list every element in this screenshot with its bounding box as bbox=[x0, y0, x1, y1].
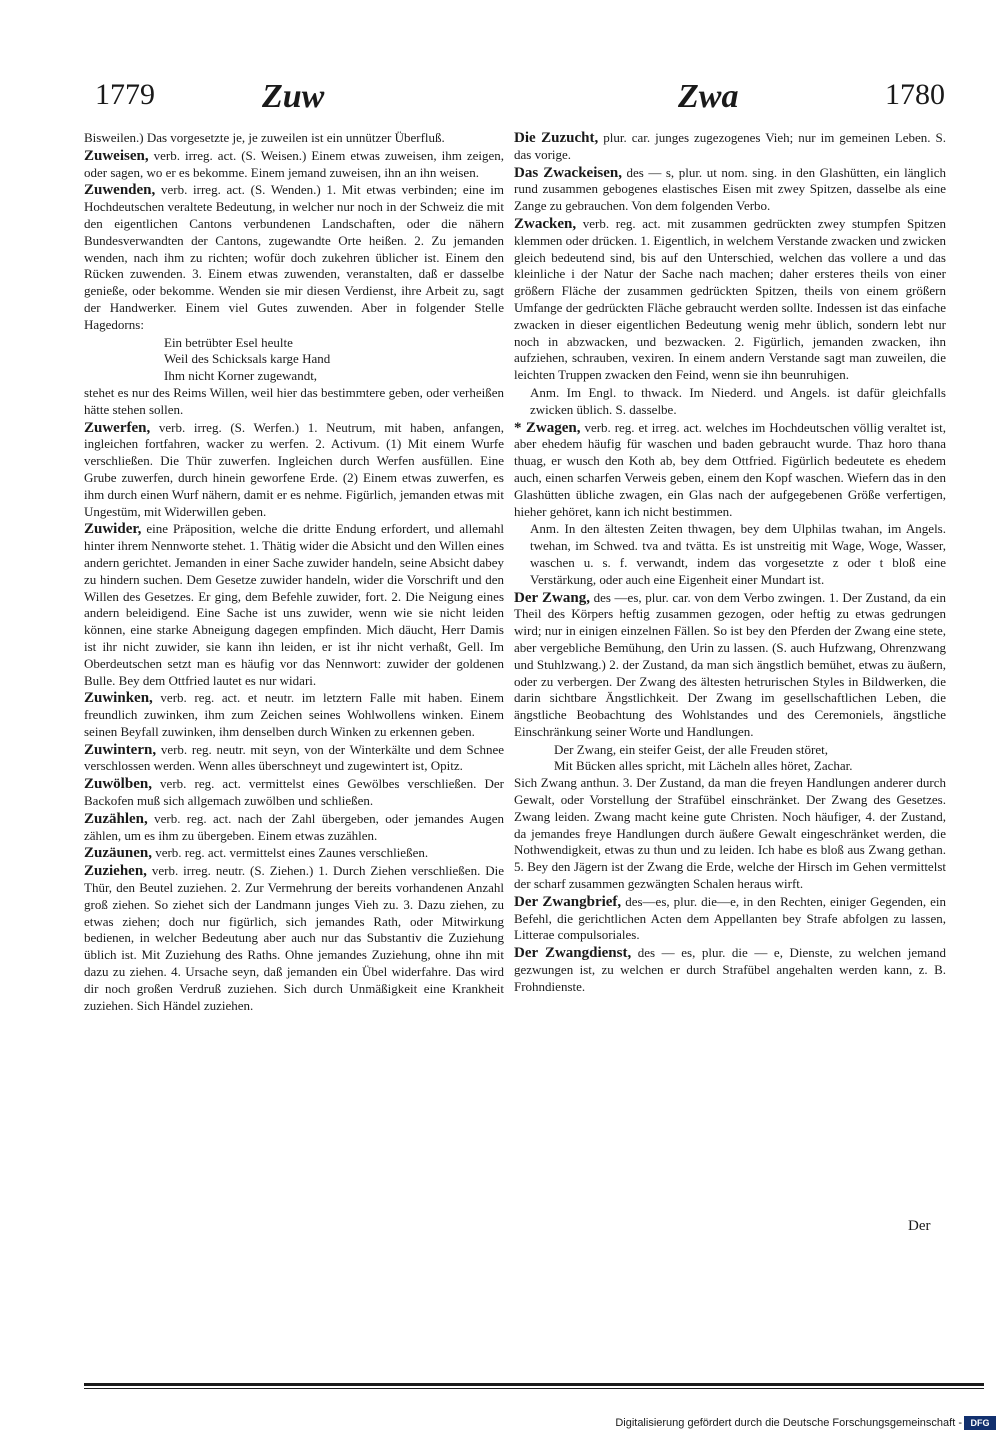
dictionary-entry bbox=[84, 811, 504, 845]
verse-line: Weil des Schicksals karge Hand bbox=[164, 351, 331, 367]
entry-definition: des—es, plur. die—e, in den Rechten, einiger Gegenden, ein Befehl, die gerichtlichen Acten dem Appellanten bey Strafe abfolgen zu lassen, Litterae compulsoriales. bbox=[514, 893, 946, 943]
verse-line: Ihm nicht Korner zugewandt, bbox=[164, 368, 318, 384]
dictionary-entry bbox=[84, 776, 504, 810]
left-column bbox=[84, 130, 504, 1015]
entry-continuation: stehet es nur des Reims Willen, weil hier das bestimmtere geben, oder verheißen hätte stehen sollen. bbox=[84, 384, 504, 417]
entry-definition: des —es, plur. car. von dem Verbo zwingen. 1. Der Zustand, da ein Theil des Körpers heftig zusammen gezogen, oder heftig zu etwas gedrungen wird; nur in einigen einzelnen Fällen. So ist bey den Pferden der Zwang eine stete, aber vergebliche Bemühung, den Urin zu lassen. (S. auch Hufzwang, Ohrenzwang und Stuhlzwang.) 2. der Zustand, da man sich ängstlich bemühet, etwas zu äußern, oder zu verbergen. Der Zwang des ältesten hetrurischen Styles in Bildwerken, die darin sichtbare Ängstlichkeit. Der Zwang im gesellschaftlichen Leben, die ängstliche Beobachtung des Wohlstandes und des Ceremoniels, ängstliche Einschränkung seiner Worte und Handlungen. bbox=[514, 589, 947, 739]
verse-line: Der Zwang, ein steifer Geist, der alle Freuden störet, bbox=[554, 741, 828, 757]
entry-definition: des — s, plur. ut nom. sing. in den Glashütten, ein länglich rund zusammen gebogenes elastisches Eisen mit zwey Spitzen, dasselbe als eine Zange zu gebrauchen. Von dem folgenden Verbo. bbox=[514, 164, 947, 214]
dictionary-entry bbox=[84, 420, 504, 521]
verse-line: Ein betrübter Esel heulte bbox=[164, 334, 293, 350]
entry-headword: Zuweisen, bbox=[84, 147, 149, 164]
entry-headword: Zuwintern, bbox=[84, 741, 157, 758]
page-header bbox=[0, 78, 1000, 128]
dictionary-entry bbox=[514, 590, 946, 741]
entry-headword: Zuzäunen, bbox=[84, 845, 152, 862]
entry-definition: des — es, plur. die — e, Dienste, zu welchen jemand gezwungen ist, zu welchen er durch Strafübel angehalten werden kann, z. B. Frohndienste. bbox=[514, 945, 946, 994]
entry-headword: Der Zwangdienst, bbox=[514, 945, 632, 962]
entry-continuation: Bisweilen.) Das vorgesetzte je, je zuweilen ist ein unnützer Überfluß. bbox=[84, 130, 445, 145]
entry-definition: verb. irreg. (S. Werfen.) 1. Neutrum, mit haben, anfangen, ingleichen fortfahren, wacker zu werfen. 2. Activum. (1) Mit einem Wurfe verschließen. Die Thür zuwerfen. Ingleichen durch Werfen ausfüllen. Eine Grube zuwerfen, durch hinein geworfene Erde. (2) Einem etwas zuwerfen, es ihm durch einen Wurf nähern, damit er es nehme. Figürlich, jemanden etwas mit Ungestüm, mit Widerwillen geben. bbox=[84, 419, 505, 519]
dictionary-entry bbox=[514, 945, 946, 995]
bottom-rule bbox=[84, 1383, 984, 1386]
entry-definition: verb. reg. act. mit zusammen gedrückten zwey stumpfen Spitzen klemmen oder drücken. 1. Eigentlich, in welchem Verstande zwacken und zwicken gleich bedeutend sind, bis auf den Unterschied, welchen das vollere a und das kleinliche i der Natur der Sache nach machen; daher ersteres theils von einer größern Fläche der zusammen gedrückten Spitzen, theils von einem größern Umfange der gedrückten Fläche gebraucht werden sollte. Indessen ist das einfache zwacken in dieser eigentlichen Bedeutung wenig mehr üblich, sondern lebt nur noch in abzwacken, und bezwacken. 2. Figürlich, jemanden zwacken, ihn aufziehen, schrauben, vexiren. In einem andern Verstande sagt man zuweilen, die leichten Truppen zwacken den Feind, wenn sie ihn beunruhigen. bbox=[514, 215, 946, 383]
entry-headword: Zuwenden, bbox=[84, 182, 156, 199]
dictionary-entry bbox=[514, 130, 946, 164]
entry-headword: Das Zwackeisen, bbox=[514, 164, 622, 181]
running-head-right: Zwa bbox=[678, 78, 739, 115]
dictionary-entry bbox=[514, 165, 946, 215]
entry-definition: verb. reg. act. nach der Zahl übergeben, oder jemandes Augen zählen, um es ihm zu übergeben. Einem etwas zuzählen. bbox=[84, 810, 504, 843]
dictionary-entry bbox=[84, 182, 504, 333]
catchword: Der bbox=[908, 1218, 931, 1234]
entry-definition: verb. irreg. neutr. (S. Ziehen.) 1. Durch Ziehen verschließen. Die Thür, den Beutel zuziehen. 2. Zur Vermehrung der bereits vorhandenen Anzahl groß ziehen. So ziehet sich der Landmann junges Vieh zu. 3. Dazu ziehen, zu etwas ziehen; doch nur figürlich, sich jemandes Rath, oder Mitwirkung bedienen, in welcher Bedeutung aber auch nur das Substantiv die Zuziehung üblich ist. Mit Zuziehung des Raths. Ohne jemandes Zuziehung, ohne ihn mit dazu zu ziehen. 4. Ursache seyn, daß jemanden ein Übel widerfahre. Das wird dir noch großen Verdruß zuziehen. Sich durch Unmäßigkeit eine Krankheit zuziehen. Sich Händel zuziehen. bbox=[84, 863, 505, 1013]
entry-headword: Der Zwang, bbox=[514, 589, 590, 606]
page-number-left: 1779 bbox=[95, 78, 155, 111]
entry-definition: plur. car. junges zugezogenes Vieh; nur im gemeinen Leben. S. das vorige. bbox=[514, 130, 947, 162]
entry-definition: verb. irreg. act. (S. Wenden.) 1. Mit etwas verbinden; eine im Hochdeutschen veraltete Bedeutung, in welcher nur noch in der Schweiz die mit den eigentlichen Cantons verbundenen Landschaften, oder die nähern Bundesverwandten der Cantons, zugewandte Orte heißen. 2. Zu jemanden wenden, nach ihm zu richten; wofür doch zukehren üblicher ist. Einem den Rücken zuwenden. 3. Einem etwas zuwenden, veranstalten, daß er dasselbe genieße, oder bekomme. Wenden sie mir diesen Verdienst, ihre Arbeit zu, sagt der Handwerker. Einem viel Gutes zuwenden. Aber in folgender Stelle Hagedorns: bbox=[84, 182, 504, 332]
page-number-right: 1780 bbox=[885, 78, 945, 111]
dfg-logo: DFG bbox=[964, 1416, 996, 1430]
entry-definition: verb. reg. act. vermittelst eines Gewölbes verschließen. Der Backofen muß sich allgemach zuwölben und schließen. bbox=[84, 776, 505, 809]
entry-headword: Zuwider, bbox=[84, 521, 142, 538]
entry-definition: verb. reg. et irreg. act. welches im Hochdeutschen völlig veraltet ist, aber ehedem häufig für waschen und baden gebraucht wurde. Thaz horo thana thuag, er wusch den Koth ab, bey dem Ottfried. Figürlich bedeutete es ehedem auch, einen scharfen Verweis geben, einem den Kopf waschen. Wiefern das in den Glashütten übliche zwagen, ein Glas nach der aufgegebenen Größe verfertigen, hieher gehöret, kann ich nicht bestimmen. bbox=[514, 419, 946, 519]
entry-headword: Zuwölben, bbox=[84, 776, 152, 793]
dictionary-entry bbox=[514, 420, 946, 521]
dictionary-entry bbox=[84, 521, 504, 689]
entry-note: Anm. In den ältesten Zeiten thwagen, bey dem Ulphilas twahan, im Angels. twehan, im Schwed. tva and tvätta. Es ist unstreitig mit Wage, Woge, Wasser, waschen u. s. f. verwandt, indem das vorgesetzte z oder t bloß eine Verstärkung, oder auch eine Eigenheit einer Mundart ist. bbox=[530, 521, 946, 587]
dictionary-entry bbox=[84, 148, 504, 182]
entry-headword: Zuziehen, bbox=[84, 863, 147, 880]
dictionary-entry bbox=[84, 845, 504, 862]
entry-headword: Zuwerfen, bbox=[84, 419, 151, 436]
entry-headword: Zwacken, bbox=[514, 215, 577, 232]
entry-definition: verb. reg. neutr. mit seyn, von der Winterkälte und dem Schnee verschlossen werden. Wenn alles überschneyt und zugewintert ist, Opitz. bbox=[84, 741, 505, 774]
footer-credit: Digitalisierung gefördert durch die Deutsche Forschungsgemeinschaft - bbox=[615, 1417, 962, 1429]
bottom-rule-thin bbox=[84, 1388, 984, 1389]
entry-definition: eine Präposition, welche die dritte Endung erfordert, und allemahl hinter ihrem Nennworte stehet. 1. Thätig wider die Absicht und den Willen eines andern gerichtet. Jemanden in einer Sache zuwider handeln, seine Absicht dabey zu hindern suchen. Dem Gesetze zuwider handeln, wider die Vorschrift und den Willen des Gesetzes. Er ging, dem Befehle zuwider, fort. 2. Die Neigung eines andern beleidigend. Eine Sache ist uns zuwider, wenn wie sie nicht leiden können, eine starke Abneigung dagegen empfinden. Mich däucht, Herr Damis ist ihr nicht zuwider, sie kann ihn leiden, er ist ihr nicht verhaßt, Gell. Im Oberdeutschen setzt man es häufig vor das Nennwort: zuwider der goldenen Bulle. Bey dem Ottfried lautet es nur widari. bbox=[84, 521, 505, 688]
dictionary-entry bbox=[514, 894, 946, 944]
entry-definition: verb. reg. act. vermittelst eines Zaunes verschließen. bbox=[155, 845, 429, 861]
dictionary-entry bbox=[84, 690, 504, 740]
entry-definition: verb. reg. act. et neutr. im letztern Falle mit haben. Einem freundlich zuwinken, ihm zum Zeichen seines Wohlwollens winken. Einem seinen Beyfall zuwinken, ihm denselben durch Winken zu erkennen geben. bbox=[84, 690, 505, 739]
dictionary-entry bbox=[84, 742, 504, 776]
entry-definition: verb. irreg. act. (S. Weisen.) Einem etwas zuweisen, ihm zeigen, oder sagen, wo er es bekomme. Einem jemand zuweisen, ihn an ihn weisen. bbox=[84, 147, 505, 180]
entry-headword: Die Zuzucht, bbox=[514, 130, 599, 146]
dictionary-entry bbox=[84, 863, 504, 1014]
entry-headword: Zuzählen, bbox=[84, 810, 148, 827]
right-column bbox=[514, 130, 946, 997]
running-head-left: Zuw bbox=[262, 78, 325, 115]
dictionary-entry bbox=[514, 216, 946, 384]
entry-continuation: Sich Zwang anthun. 3. Der Zustand, da man die freyen Handlungen anderer durch Gewalt, oder Vorstellung der Strafübel einschränket. Der Zwang des Gesetzes. Zwang leiden. Zwang macht keine gute Christen. Noch häufiger, 4. der Zustand, da jemandes freye Handlungen durch äußere Gewalt eingeschränket werden, die Nothwendigkeit, etwas zu thun und zu leiden. Ich habe es bloß aus Zwang gethan. 5. Bey den Jägern ist der Zwang die Erde, welche der Hirsch im Gehen vermittelst der scharf zusammen gezwängten Schalen heraus wirft. bbox=[514, 775, 946, 892]
entry-note: Anm. Im Engl. to thwack. Im Niederd. und Angels. ist dafür gleichfalls zwicken üblich. S. dasselbe. bbox=[530, 384, 946, 417]
verse-line: Mit Bücken alles spricht, mit Lächeln alles höret, Zachar. bbox=[554, 758, 853, 774]
entry-headword: * Zwagen, bbox=[514, 419, 581, 436]
entry-headword: Der Zwangbrief, bbox=[514, 893, 622, 910]
footer bbox=[600, 1416, 1000, 1432]
entry-headword: Zuwinken, bbox=[84, 690, 153, 707]
